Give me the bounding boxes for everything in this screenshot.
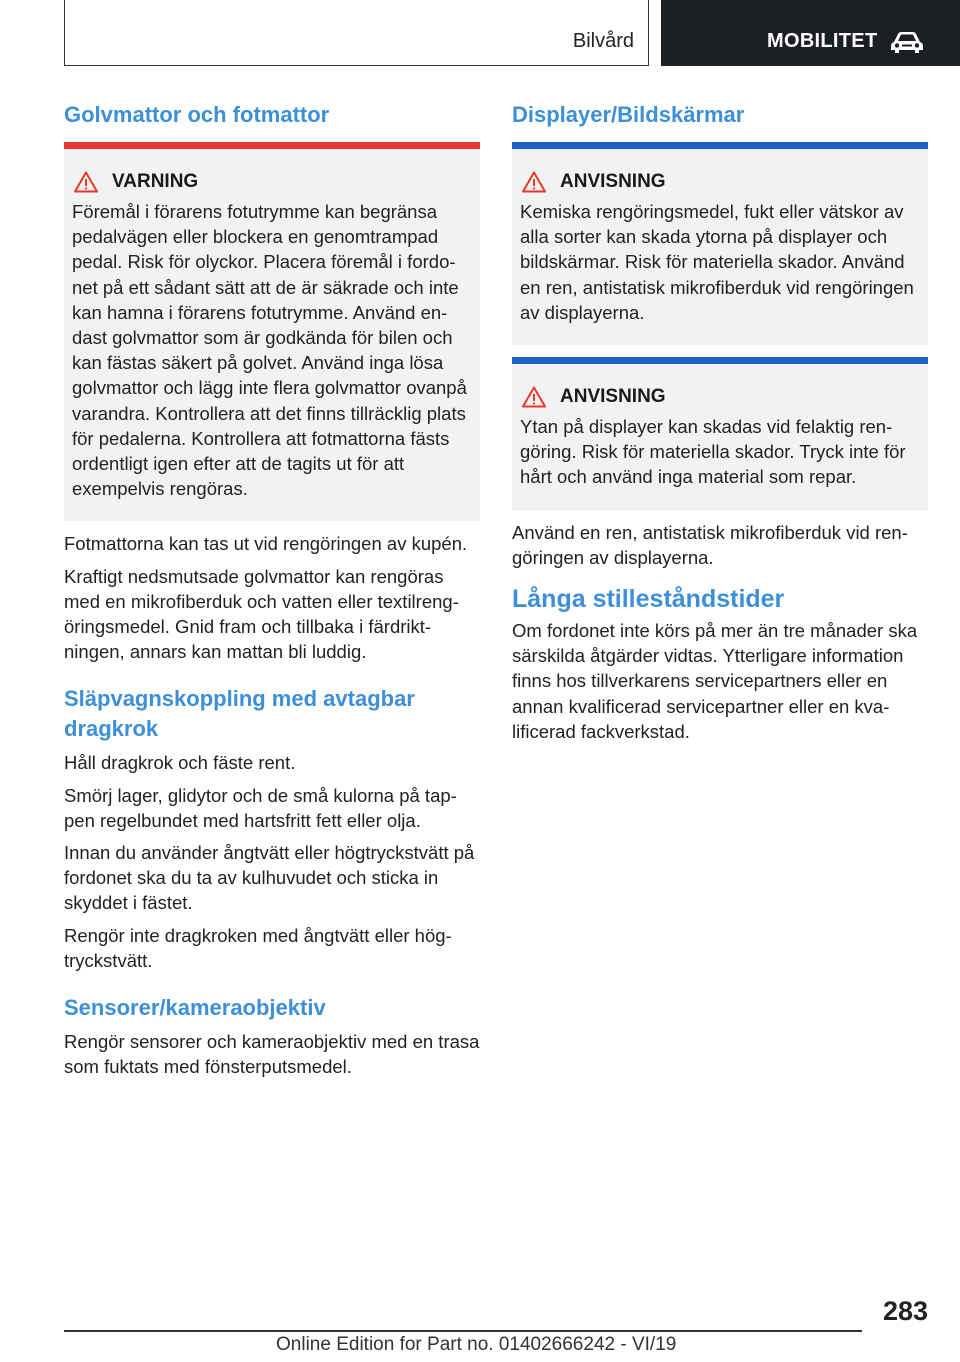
paragraph: Om fordonet inte körs på mer än tre månader ska särskilda åtgärder vidtas. Ytterligare information finns hos tillverkarens servicepartners eller en annan kvalificerad servicepartner eller en kvalificerad fackverkstad. (512, 620, 918, 742)
page-number: 283 (882, 1296, 928, 1326)
notice-text: Kemiska rengöringsmedel, fukt eller vätskor av alla sorter kan skada ytorna på displayer och bildskärmar. Risk för materiella skador. Använd en ren, antistatisk mikrofiberduk vid rengöringen av displayerna. (520, 201, 914, 323)
paragraph: Fotmattorna kan tas ut vid rengöringen av kupén. (64, 533, 468, 555)
paragraph: Kraftigt nedsmutsade golvmattor kan rengöras med en mikrofiberduk och vatten eller textilrengöringsmedel. Gnid fram och tillbaka i färdriktningen, annars kan mattan bli luddig. (64, 565, 459, 663)
warning-triangle-icon (74, 171, 98, 193)
notice-label: ANVISNING (560, 386, 666, 408)
warning-label: VARNING (112, 171, 199, 192)
notice-box (512, 357, 928, 510)
header-chapter-label: MOBILITET (767, 30, 878, 52)
header-section-box (64, 0, 649, 66)
paragraph: Rengör sensorer och kameraobjektiv med en trasa som fuktats med fönsterputsmedel. (64, 1031, 480, 1078)
notice-text: Ytan på displayer kan skadas vid felaktig rengöring. Risk för materiella skador. Tryck inte för hårt och använd inga material som repar. (520, 416, 906, 488)
left-column (64, 100, 480, 1086)
paragraph: Använd en ren, antistatisk mikrofiberduk vid rengöringen av displayerna. (512, 521, 908, 568)
warning-box (64, 142, 480, 521)
section-title-tow-hitch: Släpvagnskoppling med avtagbar dragkrok (64, 686, 415, 742)
car-icon (890, 30, 924, 54)
header-chapter-box (661, 0, 960, 66)
paragraph: Smörj lager, glidytor och de små kulorna på tappen regelbundet med hartsfritt fett eller olja. (64, 784, 457, 831)
header-section-label: Bilvård (572, 30, 634, 52)
paragraph: Rengör inte dragkroken med ångtvätt eller högtryckstvätt. (64, 924, 452, 971)
section-title-long-standstill: Långa stilleståndstider (512, 585, 785, 614)
notice-label: ANVISNING (560, 171, 666, 192)
paragraph: Håll dragkrok och fäste rent. (64, 752, 296, 774)
warning-text: Föremål i förarens fotutrymme kan begränsa pedalvägen eller blockera en genomtrampad pedal. Risk för olyckor. Placera föremål i fordonet på ett sådant sätt att de är säkrade och inte kan hamna i förarens fotutrymme. Använd endast golvmattor som är godkända för bilen och kan fästas säkert på golvet. Använd inga lösa golvmattor och lägg inte flera golvmattor ovanpå varandra. Kontrollera att det finns tillräcklig plats för pedalerna. Kontrollera att fotmattorna fästs ordentligt igen efter att de tagits ut för att exempelvis rengöras. (72, 201, 467, 500)
section-title-sensors: Sensorer/kameraobjektiv (64, 995, 326, 1021)
warning-triangle-icon (522, 386, 546, 408)
notice-box (512, 142, 928, 345)
right-column (512, 100, 928, 751)
footer-divider (64, 1330, 862, 1332)
warning-triangle-icon (522, 171, 546, 193)
paragraph: Innan du använder ångtvätt eller högtryckstvätt på fordonet ska du ta av kulhuvudet och sticka in skyddet i fästet. (64, 842, 475, 914)
section-title-floor-mats: Golvmattor och fotmattor (64, 102, 330, 127)
footer-edition: Online Edition for Part no. 01402666242 - VI/19 (276, 1334, 677, 1355)
section-title-displays: Displayer/Bildskärmar (512, 102, 745, 127)
